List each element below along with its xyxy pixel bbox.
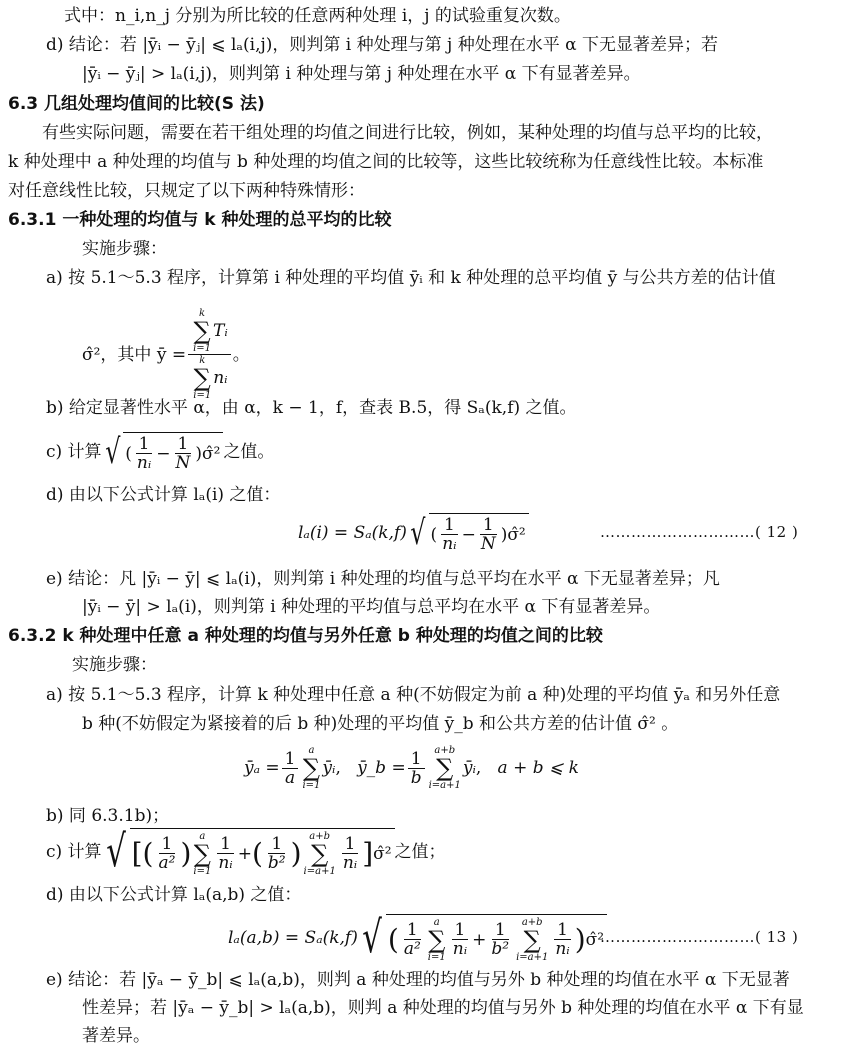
eq12-lhs: lₐ(i) = Sₐ(k,f) bbox=[298, 523, 407, 543]
step-e-line-cont: |ȳᵢ − ȳ| > lₐ(i)，则判第 i 种处理的平均值与总平均在水平 α 下有显著差异。 bbox=[82, 597, 661, 617]
sum-sign: a ∑ i=1 bbox=[427, 916, 446, 963]
step-d-line: d) 由以下公式计算 lₐ(i) 之值： bbox=[46, 485, 281, 505]
mean-definitions: ȳₐ = $\frac{1}{a}$ a ∑ i=1 ȳᵢ , ȳ_b = $\frac{1}{b}$ a+b ∑ i=a+1 ȳᵢ , a + b ⩽ k bbox=[244, 745, 579, 791]
step-b-line: b) 给定显著性水平 α，由 α，k − 1，f，查表 B.5，得 Sₐ(k,f) 之值。 bbox=[46, 398, 577, 418]
step-a2-line-cont: b 种(不妨假定为紧接着的后 b 种)处理的平均值 ȳ_b 和公共方差的估计值 σ̂² 。 bbox=[82, 714, 679, 734]
step-c2-line bbox=[46, 826, 446, 878]
step-e-line: e) 结论：凡 |ȳᵢ − ȳ| ⩽ lₐ(i)，则判第 i 种处理的均值与总平均在水平 α 下无显著差异；凡 bbox=[46, 569, 720, 589]
step-c-prefix: c) 计算 bbox=[46, 442, 102, 462]
sqrt-expression: √ [ ( $\frac{1}{\text{a²}}$ ) a ∑ i=1 $\frac{1}{\text{nᵢ}}$ + ( $\frac{1}{\text{b²}}$ ) a+b ∑ i=a+1 $\frac{1}{\text{nᵢ}}$ ] σ̂² bbox=[102, 828, 395, 877]
paragraph-line-1: 有些实际问题，需要在若干组处理的均值之间进行比较，例如，某种处理的均值与总平均的比较， bbox=[42, 123, 773, 143]
yb-def: ȳ_b = bbox=[357, 758, 406, 778]
sum-sign: a+b ∑ i=a+1 bbox=[516, 916, 549, 963]
section-heading-6-3: 6.3 几组处理均值间的比较(S 法) bbox=[8, 94, 265, 114]
text-line-reps: 式中：n_i,n_j 分别为所比较的任意两种处理 i，j 的试验重复次数。 bbox=[64, 6, 571, 26]
step-b2-line: b) 同 6.3.1b)； bbox=[46, 806, 170, 826]
sqrt-expression: √ ( $\frac{1}{\text{nᵢ}}$ − $\frac{1}{N}$ ) σ̂² bbox=[102, 432, 224, 472]
equation-number-13: …………………………( 13 ) bbox=[600, 928, 799, 946]
paragraph-line-2: k 种处理中 a 种处理的均值与 b 种处理的均值之间的比较等，这些比较统称为任意线性比较。本标准 bbox=[8, 152, 764, 172]
ybar-def-prefix: σ̂²，其中 ȳ = bbox=[82, 344, 187, 365]
text-line-conclusion-d-cont: |ȳᵢ − ȳⱼ| > lₐ(i,j)，则判第 i 种处理与第 j 种处理在水平 α 下有显著差异。 bbox=[82, 64, 641, 84]
ybar-definition bbox=[82, 308, 250, 401]
equation-number-12: …………………………( 12 ) bbox=[600, 523, 799, 541]
step-a-line: a) 按 5.1～5.3 程序，计算第 i 种处理的平均值 ȳᵢ 和 k 种处理的总平均值 ȳ 与公共方差的估计值 bbox=[46, 268, 776, 288]
step-e2-line: e) 结论：若 |ȳₐ − ȳ_b| ⩽ lₐ(a,b)，则判 a 种处理的均值与另外 b 种处理的均值在水平 α 下无显著 bbox=[46, 970, 790, 990]
ybar-def-suffix: 。 bbox=[232, 344, 250, 365]
section-heading-6-3-2: 6.3.2 k 种处理中任意 a 种处理的均值与另外任意 b 种处理的均值之间的比较 bbox=[8, 626, 603, 646]
step-e2-line-cont: 性差异；若 |ȳₐ − ȳ_b| > lₐ(a,b)，则判 a 种处理的均值与另外 b 种处理的均值在水平 α 下有显 bbox=[82, 998, 804, 1018]
steps-label-1: 实施步骤： bbox=[82, 239, 167, 259]
ya-def: ȳₐ = bbox=[244, 758, 280, 778]
step-d2-line: d) 由以下公式计算 lₐ(a,b) 之值： bbox=[46, 885, 302, 905]
step-c2-suffix: 之值； bbox=[394, 842, 446, 862]
step-c-suffix: 之值。 bbox=[223, 442, 275, 462]
equation-13 bbox=[228, 910, 607, 966]
sum-sign: k ∑ i=1 bbox=[193, 355, 212, 401]
ybar-fraction: k ∑ i=1 Tᵢ k ∑ i=1 nᵢ bbox=[188, 308, 231, 401]
paragraph-line-3: 对任意线性比较，只规定了以下两种特殊情形： bbox=[8, 181, 365, 201]
text-line-conclusion-d: d) 结论：若 |ȳᵢ − ȳⱼ| ⩽ lₐ(i,j)，则判第 i 种处理与第 j 种处理在水平 α 下无显著差异；若 bbox=[46, 35, 718, 55]
sum-sign: a ∑ i=1 bbox=[193, 830, 212, 877]
steps-label-2: 实施步骤： bbox=[72, 655, 157, 675]
section-heading-6-3-1: 6.3.1 一种处理的均值与 k 种处理的总平均的比较 bbox=[8, 210, 392, 230]
sqrt-expression: √ ( $\frac{1}{\text{nᵢ}}$ − $\frac{1}{N}$ ) σ̂² bbox=[407, 513, 529, 553]
step-e2-line-end: 著差异。 bbox=[82, 1026, 150, 1046]
sum-sign: a+b ∑ i=a+1 bbox=[428, 745, 461, 791]
eq13-lhs: lₐ(a,b) = Sₐ(k,f) bbox=[228, 928, 358, 948]
ab-constraint: a + b ⩽ k bbox=[497, 758, 579, 778]
step-c-line bbox=[46, 432, 274, 472]
sum-sign: a+b ∑ i=a+1 bbox=[303, 830, 336, 877]
step-a2-line: a) 按 5.1～5.3 程序，计算 k 种处理中任意 a 种(不妨假定为前 a 种)处理的平均值 ȳₐ 和另外任意 bbox=[46, 685, 781, 705]
sqrt-expression: √ ( $\frac{1}{\text{a²}}$ a ∑ i=1 $\frac{1}{\text{nᵢ}}$ + $\frac{1}{\text{b²}}$ a+b ∑ i=a+1 $\frac{1}{\text{nᵢ}}$ ) σ̂² bbox=[358, 914, 607, 963]
equation-12 bbox=[298, 513, 529, 553]
sum-sign: k ∑ i=1 bbox=[193, 308, 212, 354]
step-c2-prefix: c) 计算 bbox=[46, 842, 102, 862]
sum-sign: a ∑ i=1 bbox=[302, 745, 321, 791]
